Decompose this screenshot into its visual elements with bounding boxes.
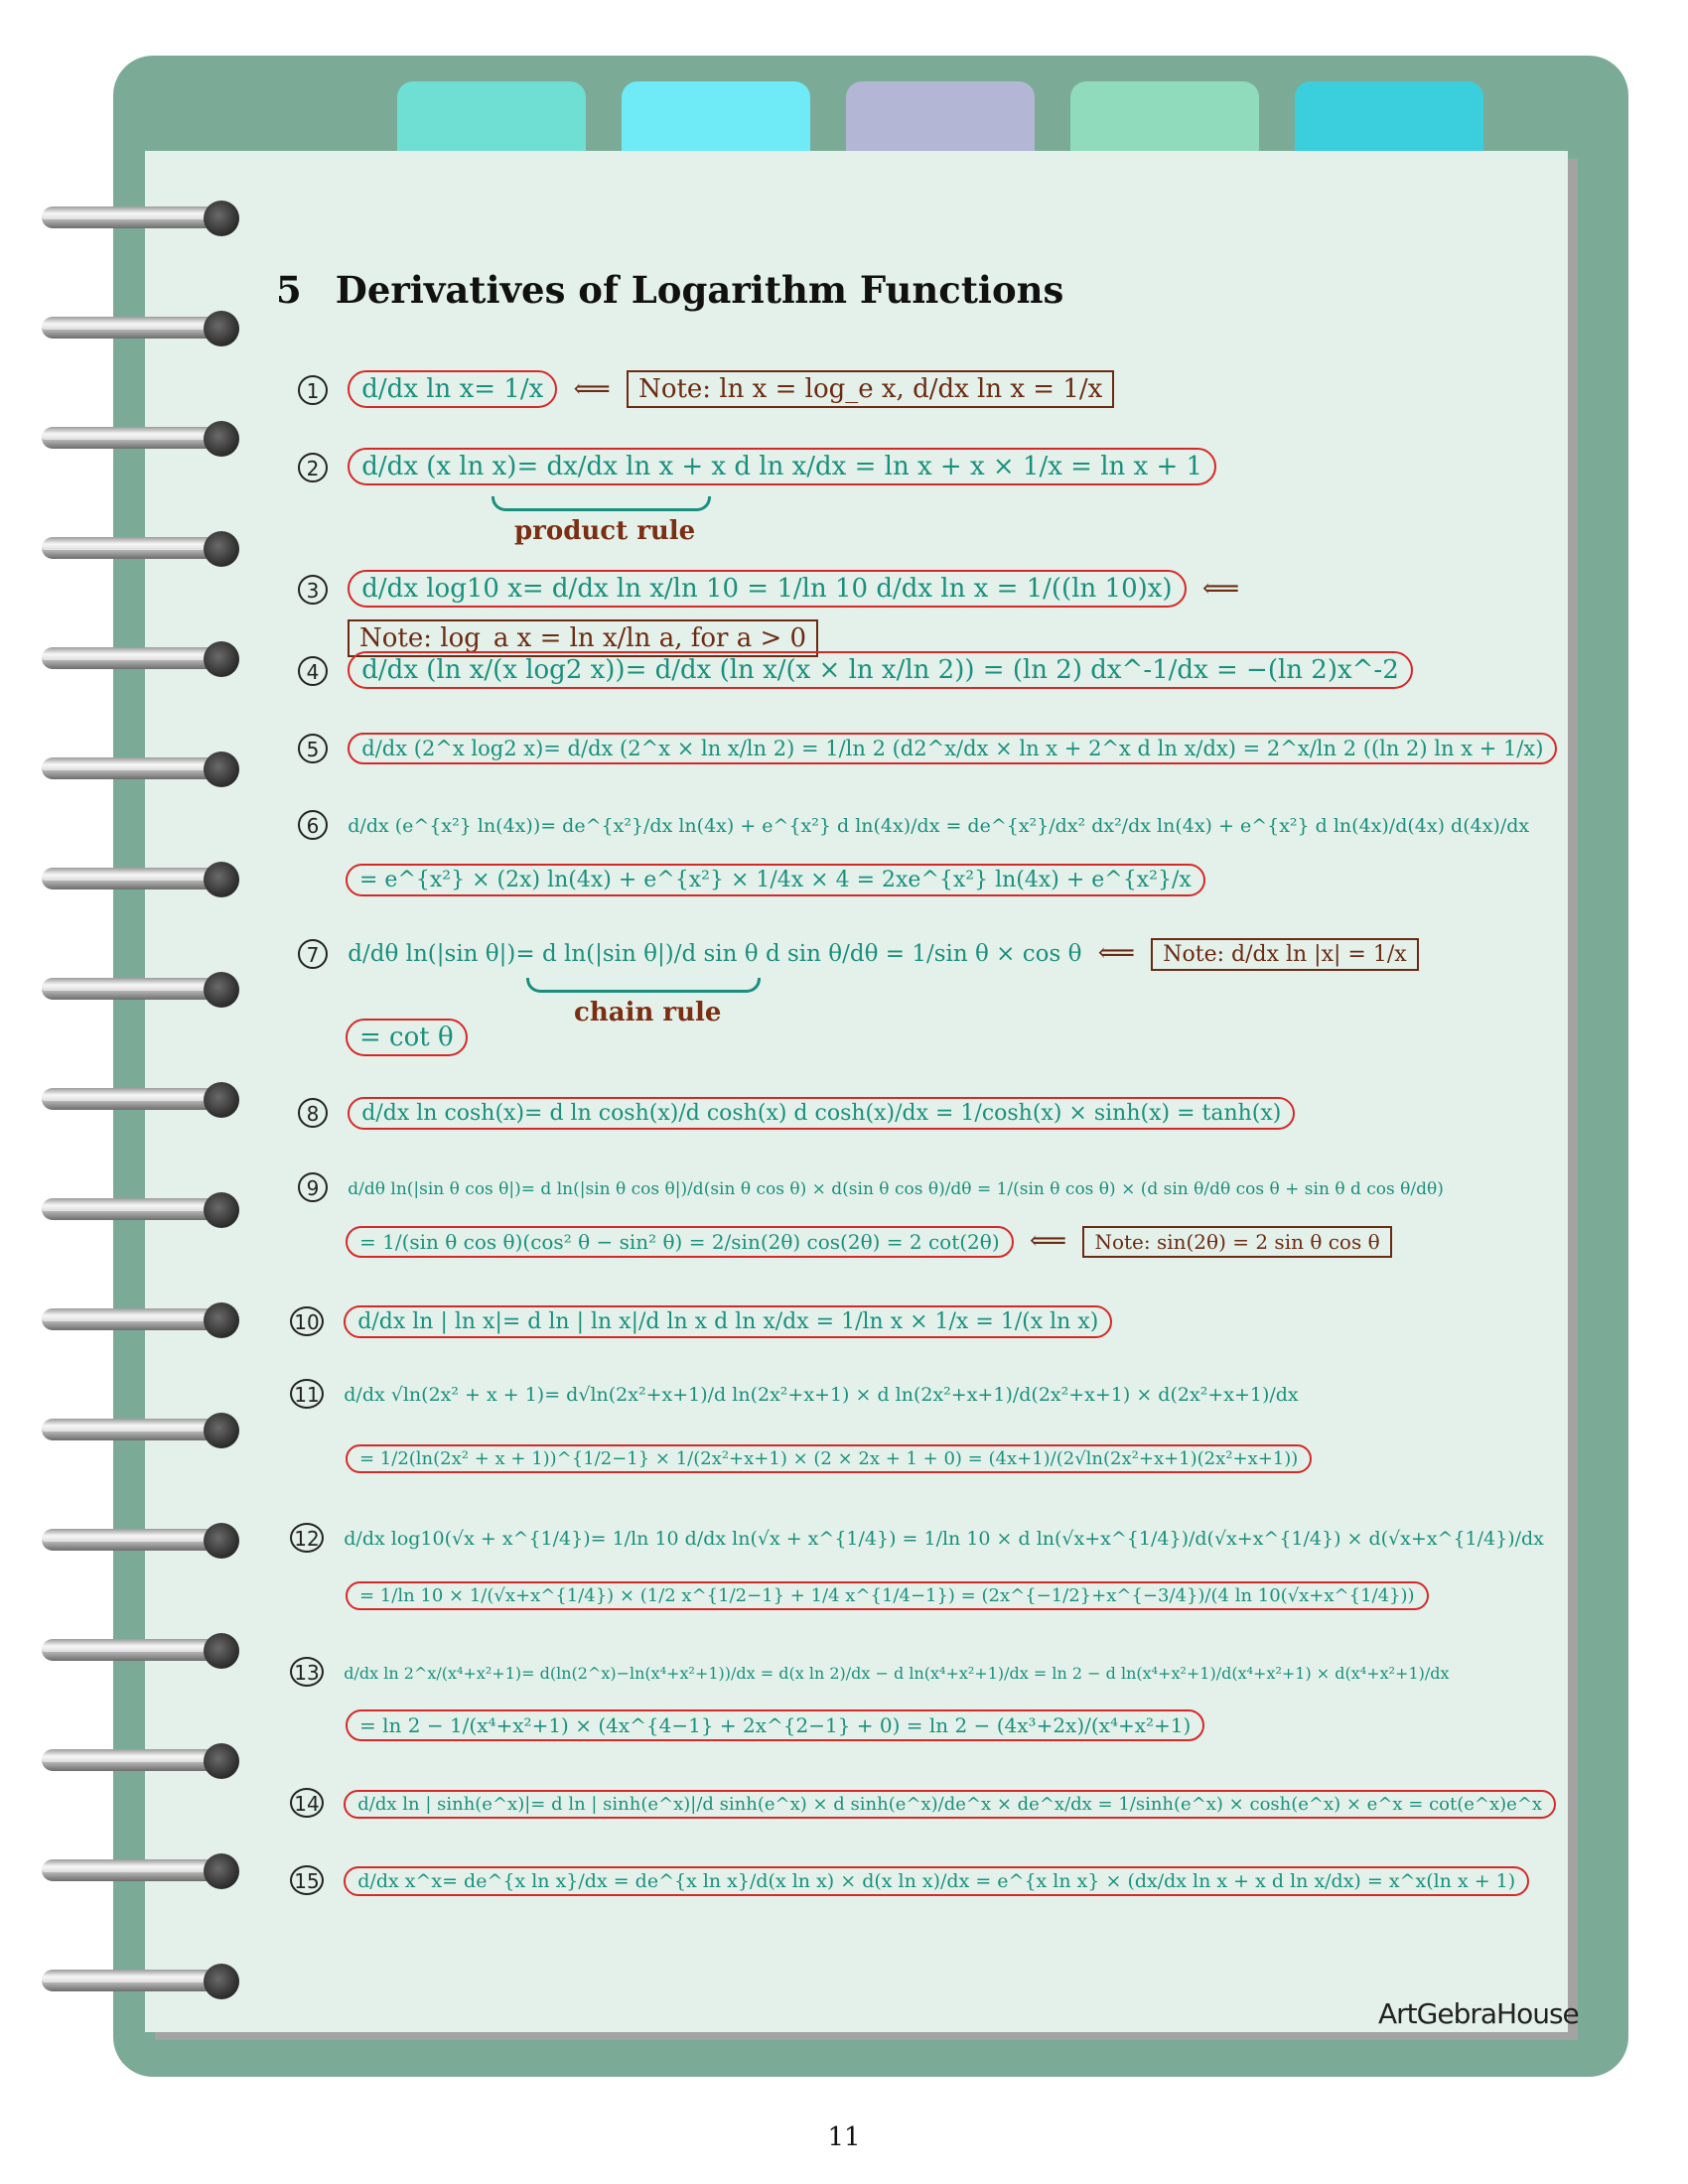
spiral-ring xyxy=(42,751,240,787)
formula-expression: d/dx ln | ln x|= d ln | ln x|/d ln x d ln x/dx = 1/ln x × 1/x = 1/(x ln x) xyxy=(344,1305,1112,1338)
spiral-ring xyxy=(42,1964,240,1999)
ring-hole xyxy=(204,1633,239,1669)
ring-hole xyxy=(204,421,239,457)
ring-hole xyxy=(204,1964,239,1999)
ring-hole xyxy=(204,862,239,897)
formula-expression: d/dx (e^{x²} ln(4x))= de^{x²}/dx ln(4x) + e^{x²} d ln(4x)/dx = de^{x²}/dx² dx²/dx ln(4x) + e^{x²} d ln(4x)/d(4x) d(4x)/dx xyxy=(348,815,1530,837)
ring-hole xyxy=(204,641,239,677)
formula-expression: d/dx √ln(2x² + x + 1)= d√ln(2x²+x+1)/d ln(2x²+x+1) × d ln(2x²+x+1)/d(2x²+x+1) × d(2x²+x+1)/dx xyxy=(344,1384,1299,1406)
ring-hole xyxy=(204,531,239,567)
formula-5 xyxy=(298,733,1557,763)
formula-index: 12 xyxy=(290,1523,324,1553)
formula-3 xyxy=(298,574,1247,605)
ring-highlight xyxy=(42,1756,215,1762)
formula-expression: d/dx (x ln x)= dx/dx ln x + x d ln x/dx = ln x + x × 1/x = ln x + 1 xyxy=(348,448,1216,485)
formula-result: = e^{x²} × (2x) ln(4x) + e^{x²} × 1/4x × 4 = 2xe^{x²} ln(4x) + e^{x²}/x xyxy=(346,864,1205,896)
ring-hole xyxy=(204,751,239,787)
note-box: Note: ln x = log_e x, d/dx ln x = 1/x xyxy=(627,370,1114,408)
formula-13 xyxy=(290,1656,1450,1687)
ring-highlight xyxy=(42,875,215,881)
ring-hole xyxy=(204,1082,239,1118)
spiral-ring xyxy=(42,1082,240,1118)
formula-index: 15 xyxy=(290,1865,324,1895)
formula-expression: d/dx log10(√x + x^{1/4})= 1/ln 10 d/dx ln(√x + x^{1/4}) = 1/ln 10 × d ln(√x+x^{1/4})/d(√x+x^{1/4}) × d(√x+x^{1/4})/dx xyxy=(344,1528,1544,1550)
formula-index: 7 xyxy=(298,939,328,969)
formula-index: 13 xyxy=(290,1657,324,1687)
spiral-ring xyxy=(42,1743,240,1779)
formula-result: = ln 2 − 1/(x⁴+x²+1) × (4x^{4−1} + 2x^{2−1} + 0) = ln 2 − (4x³+2x)/(x⁴+x²+1) xyxy=(346,1709,1204,1741)
ring-highlight xyxy=(42,324,215,330)
formula-expression: d/dx ln 2^x/(x⁴+x²+1)= d(ln(2^x)−ln(x⁴+x²+1))/dx = d(x ln 2)/dx − d ln(x⁴+x²+1)/dx = ln 2 − d ln(x⁴+x²+1)/d(x⁴+x²+1) × d(x⁴+x²+1)/dx xyxy=(344,1664,1450,1683)
formula-1 xyxy=(298,374,1114,405)
formula-8 xyxy=(298,1097,1295,1128)
ring-highlight xyxy=(42,1977,215,1982)
section-title: Derivatives of Logarithm Functions xyxy=(335,268,1064,312)
formula-2 xyxy=(298,452,1216,482)
formula-expression: d/dθ ln(|sin θ cos θ|)= d ln(|sin θ cos θ|)/d(sin θ cos θ) × d(sin θ cos θ)/dθ = 1/(sin θ cos θ) × (d sin θ/dθ cos θ + sin θ d cos θ/dθ) xyxy=(348,1179,1444,1199)
formula-expression: d/dx (ln x/(x log2 x))= d/dx (ln x/(x × ln x/ln 2)) = (ln 2) dx^-1/dx = −(ln 2)x^-2 xyxy=(348,651,1413,689)
formula-6-continuation xyxy=(346,864,1205,893)
spiral-ring xyxy=(42,641,240,677)
left-arrow-icon: ⟸ xyxy=(1201,574,1240,604)
ring-highlight xyxy=(42,544,215,550)
formula-10 xyxy=(290,1305,1112,1336)
spiral-ring xyxy=(42,421,240,457)
formula-9-continuation xyxy=(346,1226,1392,1256)
formula-13-continuation xyxy=(346,1709,1204,1739)
formula-7 xyxy=(298,938,1419,969)
formula-12-continuation xyxy=(346,1578,1429,1608)
formula-result: = 1/2(ln(2x² + x + 1))^{1/2−1} × 1/(2x²+x+1) × (2 × 2x + 1 + 0) = (4x+1)/(2√ln(2x²+x+1)(2x²+x+1)) xyxy=(346,1444,1312,1473)
ring-hole xyxy=(204,201,239,236)
brace-label: chain rule xyxy=(574,998,722,1027)
spiral-ring xyxy=(42,531,240,567)
formula-result: = cot θ xyxy=(346,1019,468,1056)
formula-expression: d/dθ ln(|sin θ|)= d ln(|sin θ|)/d sin θ d sin θ/dθ = 1/sin θ × cos θ xyxy=(348,941,1082,967)
spiral-ring xyxy=(42,311,240,346)
section-number: 5 xyxy=(276,268,302,312)
ring-hole xyxy=(204,1523,239,1559)
note-box: Note: sin(2θ) = 2 sin θ cos θ xyxy=(1082,1226,1391,1258)
ring-hole xyxy=(204,1302,239,1338)
formula-index: 10 xyxy=(290,1306,324,1336)
formula-result: = 1/ln 10 × 1/(√x+x^{1/4}) × (1/2 x^{1/2−1} + 1/4 x^{1/4−1}) = (2x^{−1/2}+x^{−3/4})/(4 ln 10(√x+x^{1/4})) xyxy=(346,1581,1429,1610)
note-box: Note: d/dx ln |x| = 1/x xyxy=(1151,938,1418,971)
formula-result: = 1/(sin θ cos θ)(cos² θ − sin² θ) = 2/sin(2θ) cos(2θ) = 2 cot(2θ) xyxy=(346,1226,1014,1258)
note-box: Note: log_a x = ln x/ln a, for a > 0 xyxy=(348,619,818,657)
ring-highlight xyxy=(42,1536,215,1542)
formula-index: 11 xyxy=(290,1379,324,1409)
ring-highlight xyxy=(42,1315,215,1321)
section-heading xyxy=(276,268,1063,312)
formula-index: 9 xyxy=(298,1172,328,1202)
left-arrow-icon: ⟸ xyxy=(573,374,611,404)
spiral-ring xyxy=(42,1633,240,1669)
formula-14 xyxy=(290,1787,1556,1818)
formula-expression: d/dx ln x= 1/x xyxy=(348,370,557,408)
ring-hole xyxy=(204,1413,239,1448)
formula-9 xyxy=(298,1171,1444,1202)
brand-logo: ArtGebraHouse xyxy=(1378,1997,1579,2030)
spiral-ring xyxy=(42,1302,240,1338)
ring-hole xyxy=(204,1743,239,1779)
product-rule-brace xyxy=(492,496,711,511)
formula-index: 5 xyxy=(298,734,328,763)
ring-highlight xyxy=(42,434,215,440)
ring-highlight xyxy=(42,1866,215,1872)
formula-6 xyxy=(298,809,1529,840)
formula-expression: d/dx x^x= de^{x ln x}/dx = de^{x ln x}/d(x ln x) × d(x ln x)/dx = e^{x ln x} × (dx/dx ln x + x d ln x/dx) = x^x(ln x + 1) xyxy=(344,1866,1529,1896)
brace-label: product rule xyxy=(514,516,696,546)
ring-highlight xyxy=(42,213,215,219)
formula-index: 6 xyxy=(298,810,328,840)
formula-index: 8 xyxy=(298,1098,328,1128)
formula-index: 14 xyxy=(290,1788,324,1818)
spiral-ring xyxy=(42,1413,240,1448)
ring-highlight xyxy=(42,985,215,991)
formula-4 xyxy=(298,655,1413,686)
left-arrow-icon: ⟸ xyxy=(1097,938,1135,968)
spiral-ring xyxy=(42,972,240,1008)
formula-index: 4 xyxy=(298,656,328,686)
ring-highlight xyxy=(42,654,215,660)
formula-index: 2 xyxy=(298,453,328,482)
ring-highlight xyxy=(42,1426,215,1432)
spiral-ring xyxy=(42,862,240,897)
formula-11 xyxy=(290,1378,1299,1409)
formula-index: 3 xyxy=(298,575,328,605)
formula-12 xyxy=(290,1522,1544,1553)
formula-11-continuation xyxy=(346,1441,1312,1471)
page-number: 11 xyxy=(827,2122,861,2152)
spiral-ring xyxy=(42,1523,240,1559)
ring-hole xyxy=(204,1853,239,1889)
ring-hole xyxy=(204,972,239,1008)
formula-7-continuation xyxy=(346,1023,468,1052)
notebook-page xyxy=(145,151,1568,2032)
note-3-row xyxy=(348,623,818,653)
left-arrow-icon: ⟸ xyxy=(1029,1226,1067,1256)
ring-hole xyxy=(204,311,239,346)
ring-highlight xyxy=(42,1646,215,1652)
spiral-ring xyxy=(42,1192,240,1228)
ring-hole xyxy=(204,1192,239,1228)
ring-highlight xyxy=(42,1095,215,1101)
ring-highlight xyxy=(42,764,215,770)
formula-expression: d/dx ln | sinh(e^x)|= d ln | sinh(e^x)|/d sinh(e^x) × d sinh(e^x)/de^x × de^x/dx = 1/sinh(e^x) × cosh(e^x) × e^x = cot(e^x)e^x xyxy=(344,1790,1556,1819)
ring-highlight xyxy=(42,1205,215,1211)
formula-index: 1 xyxy=(298,375,328,405)
formula-expression: d/dx log10 x= d/dx ln x/ln 10 = 1/ln 10 d/dx ln x = 1/((ln 10)x) xyxy=(348,570,1186,608)
chain-rule-brace xyxy=(526,978,761,993)
spiral-ring xyxy=(42,201,240,236)
spiral-ring xyxy=(42,1853,240,1889)
formula-expression: d/dx ln cosh(x)= d ln cosh(x)/d cosh(x) d cosh(x)/dx = 1/cosh(x) × sinh(x) = tanh(x) xyxy=(348,1097,1295,1130)
formula-15 xyxy=(290,1864,1529,1895)
formula-expression: d/dx (2^x log2 x)= d/dx (2^x × ln x/ln 2) = 1/ln 2 (d2^x/dx × ln x + 2^x d ln x/dx) = 2^x/ln 2 ((ln 2) ln x + 1/x) xyxy=(348,733,1557,764)
